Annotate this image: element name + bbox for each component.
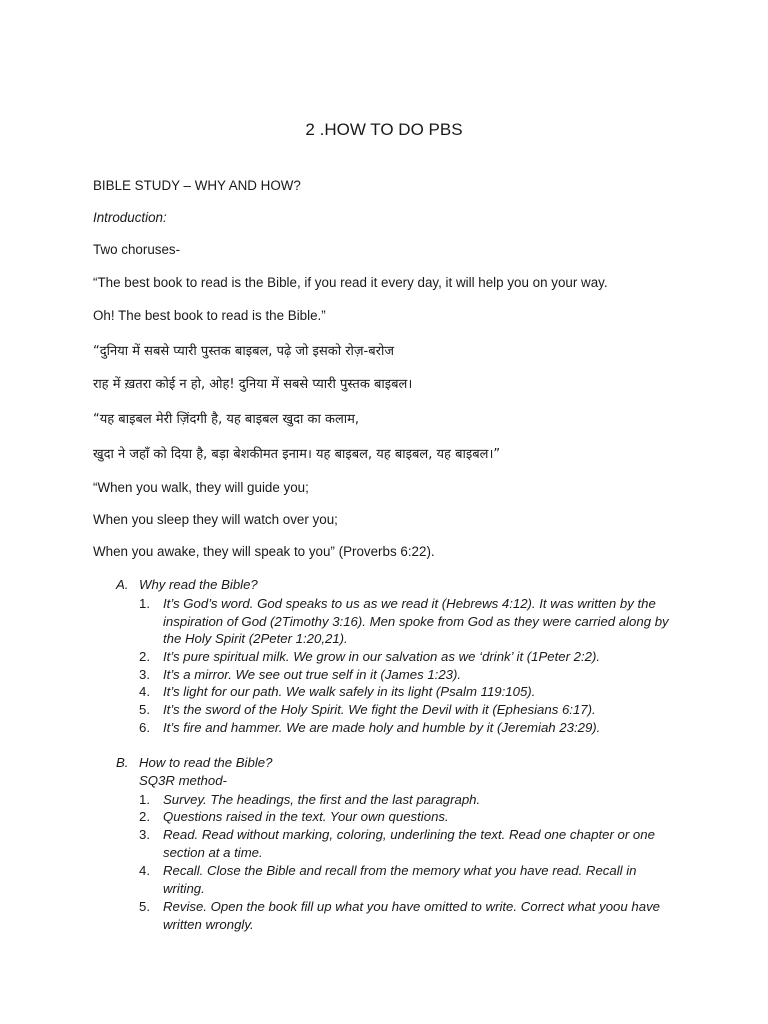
hindi-chorus-line: खुदा ने जहाँ को दिया है, बड़ा बेशकीमत इनाम। यह बाइबल, यह बाइबल, यह बाइबल।” xyxy=(93,447,501,462)
list-item-text: It’s a mirror. We see out true self in it (James 1:23). xyxy=(163,667,462,682)
list-item-text: It’s God’s word. God speaks to us as we read it (Hebrews 4:12). It was written by the inspiration of God (2Timothy 3:16). Men spoke from God as they were carried along by the Holy Spirit (2Peter 1:20,21). xyxy=(163,596,669,646)
chorus-line: “The best book to read is the Bible, if you read it every day, it will help you on your way. xyxy=(93,275,608,290)
verse-line: When you awake, they will speak to you” (Proverbs 6:22). xyxy=(93,544,435,559)
list-item-text: Survey. The headings, the first and the last paragraph. xyxy=(163,792,481,807)
list-item xyxy=(139,791,679,809)
section-b-letter: B. xyxy=(116,755,129,770)
section-b-title: How to read the Bible? xyxy=(139,755,273,770)
page-title: 2 .HOW TO DO PBS xyxy=(305,120,463,139)
list-number: 6. xyxy=(139,720,150,735)
list-item xyxy=(139,808,679,826)
list-number: 3. xyxy=(139,827,150,842)
list-item-text: It’s fire and hammer. We are made holy and humble by it (Jeremiah 23:29). xyxy=(163,720,601,735)
list-item xyxy=(139,701,679,719)
section-heading: BIBLE STUDY – WHY AND HOW? xyxy=(93,178,301,193)
verse-line: “When you walk, they will guide you; xyxy=(93,480,309,495)
list-number: 4. xyxy=(139,863,150,878)
choruses-label: Two choruses- xyxy=(93,242,181,257)
list-item xyxy=(139,595,679,648)
introduction-label: Introduction: xyxy=(93,210,167,225)
list-item-text: Revise. Open the book fill up what you have omitted to write. Correct what yoou have written wrongly. xyxy=(163,899,660,932)
section-a-letter: A. xyxy=(116,577,129,592)
list-item-text: Recall. Close the Bible and recall from the memory what you have read. Recall in writing. xyxy=(163,863,637,896)
list-item-text: Questions raised in the text. Your own questions. xyxy=(163,809,449,824)
list-number: 5. xyxy=(139,899,150,914)
list-item xyxy=(139,826,679,861)
list-item-text: It’s pure spiritual milk. We grow in our salvation as we ‘drink’ it (1Peter 2:2). xyxy=(163,649,601,664)
list-item-text: Read. Read without marking, coloring, underlining the text. Read one chapter or one section at a time. xyxy=(163,827,655,860)
list-number: 1. xyxy=(139,596,150,611)
method-label: SQ3R method- xyxy=(139,773,227,788)
list-number: 3. xyxy=(139,667,150,682)
verse-line: When you sleep they will watch over you; xyxy=(93,512,338,527)
list-item xyxy=(139,666,679,684)
hindi-chorus-line: “यह बाइबल मेरी ज़िंदगी है, यह बाइबल खुदा का कलाम, xyxy=(93,412,360,427)
hindi-chorus-line: “दुनिया में सबसे प्यारी पुस्तक बाइबल, पढ़े जो इसको रोज़-बरोज xyxy=(93,344,394,359)
list-number: 2. xyxy=(139,809,150,824)
list-number: 1. xyxy=(139,792,150,807)
list-item xyxy=(139,862,679,897)
list-item-text: It’s light for our path. We walk safely in its light (Psalm 119:105). xyxy=(163,684,536,699)
list-item xyxy=(139,719,679,737)
chorus-line: Oh! The best book to read is the Bible.” xyxy=(93,308,326,323)
list-item xyxy=(139,683,679,701)
list-number: 5. xyxy=(139,702,150,717)
list-item xyxy=(139,648,679,666)
section-a-heading xyxy=(116,577,258,592)
list-number: 4. xyxy=(139,684,150,699)
list-item-text: It’s the sword of the Holy Spirit. We fight the Devil with it (Ephesians 6:17). xyxy=(163,702,596,717)
section-a-title: Why read the Bible? xyxy=(139,577,258,592)
list-number: 2. xyxy=(139,649,150,664)
list-item xyxy=(139,898,679,933)
section-b-heading xyxy=(116,755,272,770)
hindi-chorus-line: राह में ख़तरा कोई न हो, ओह! दुनिया में सबसे प्यारी पुस्तक बाइबल। xyxy=(93,377,413,392)
